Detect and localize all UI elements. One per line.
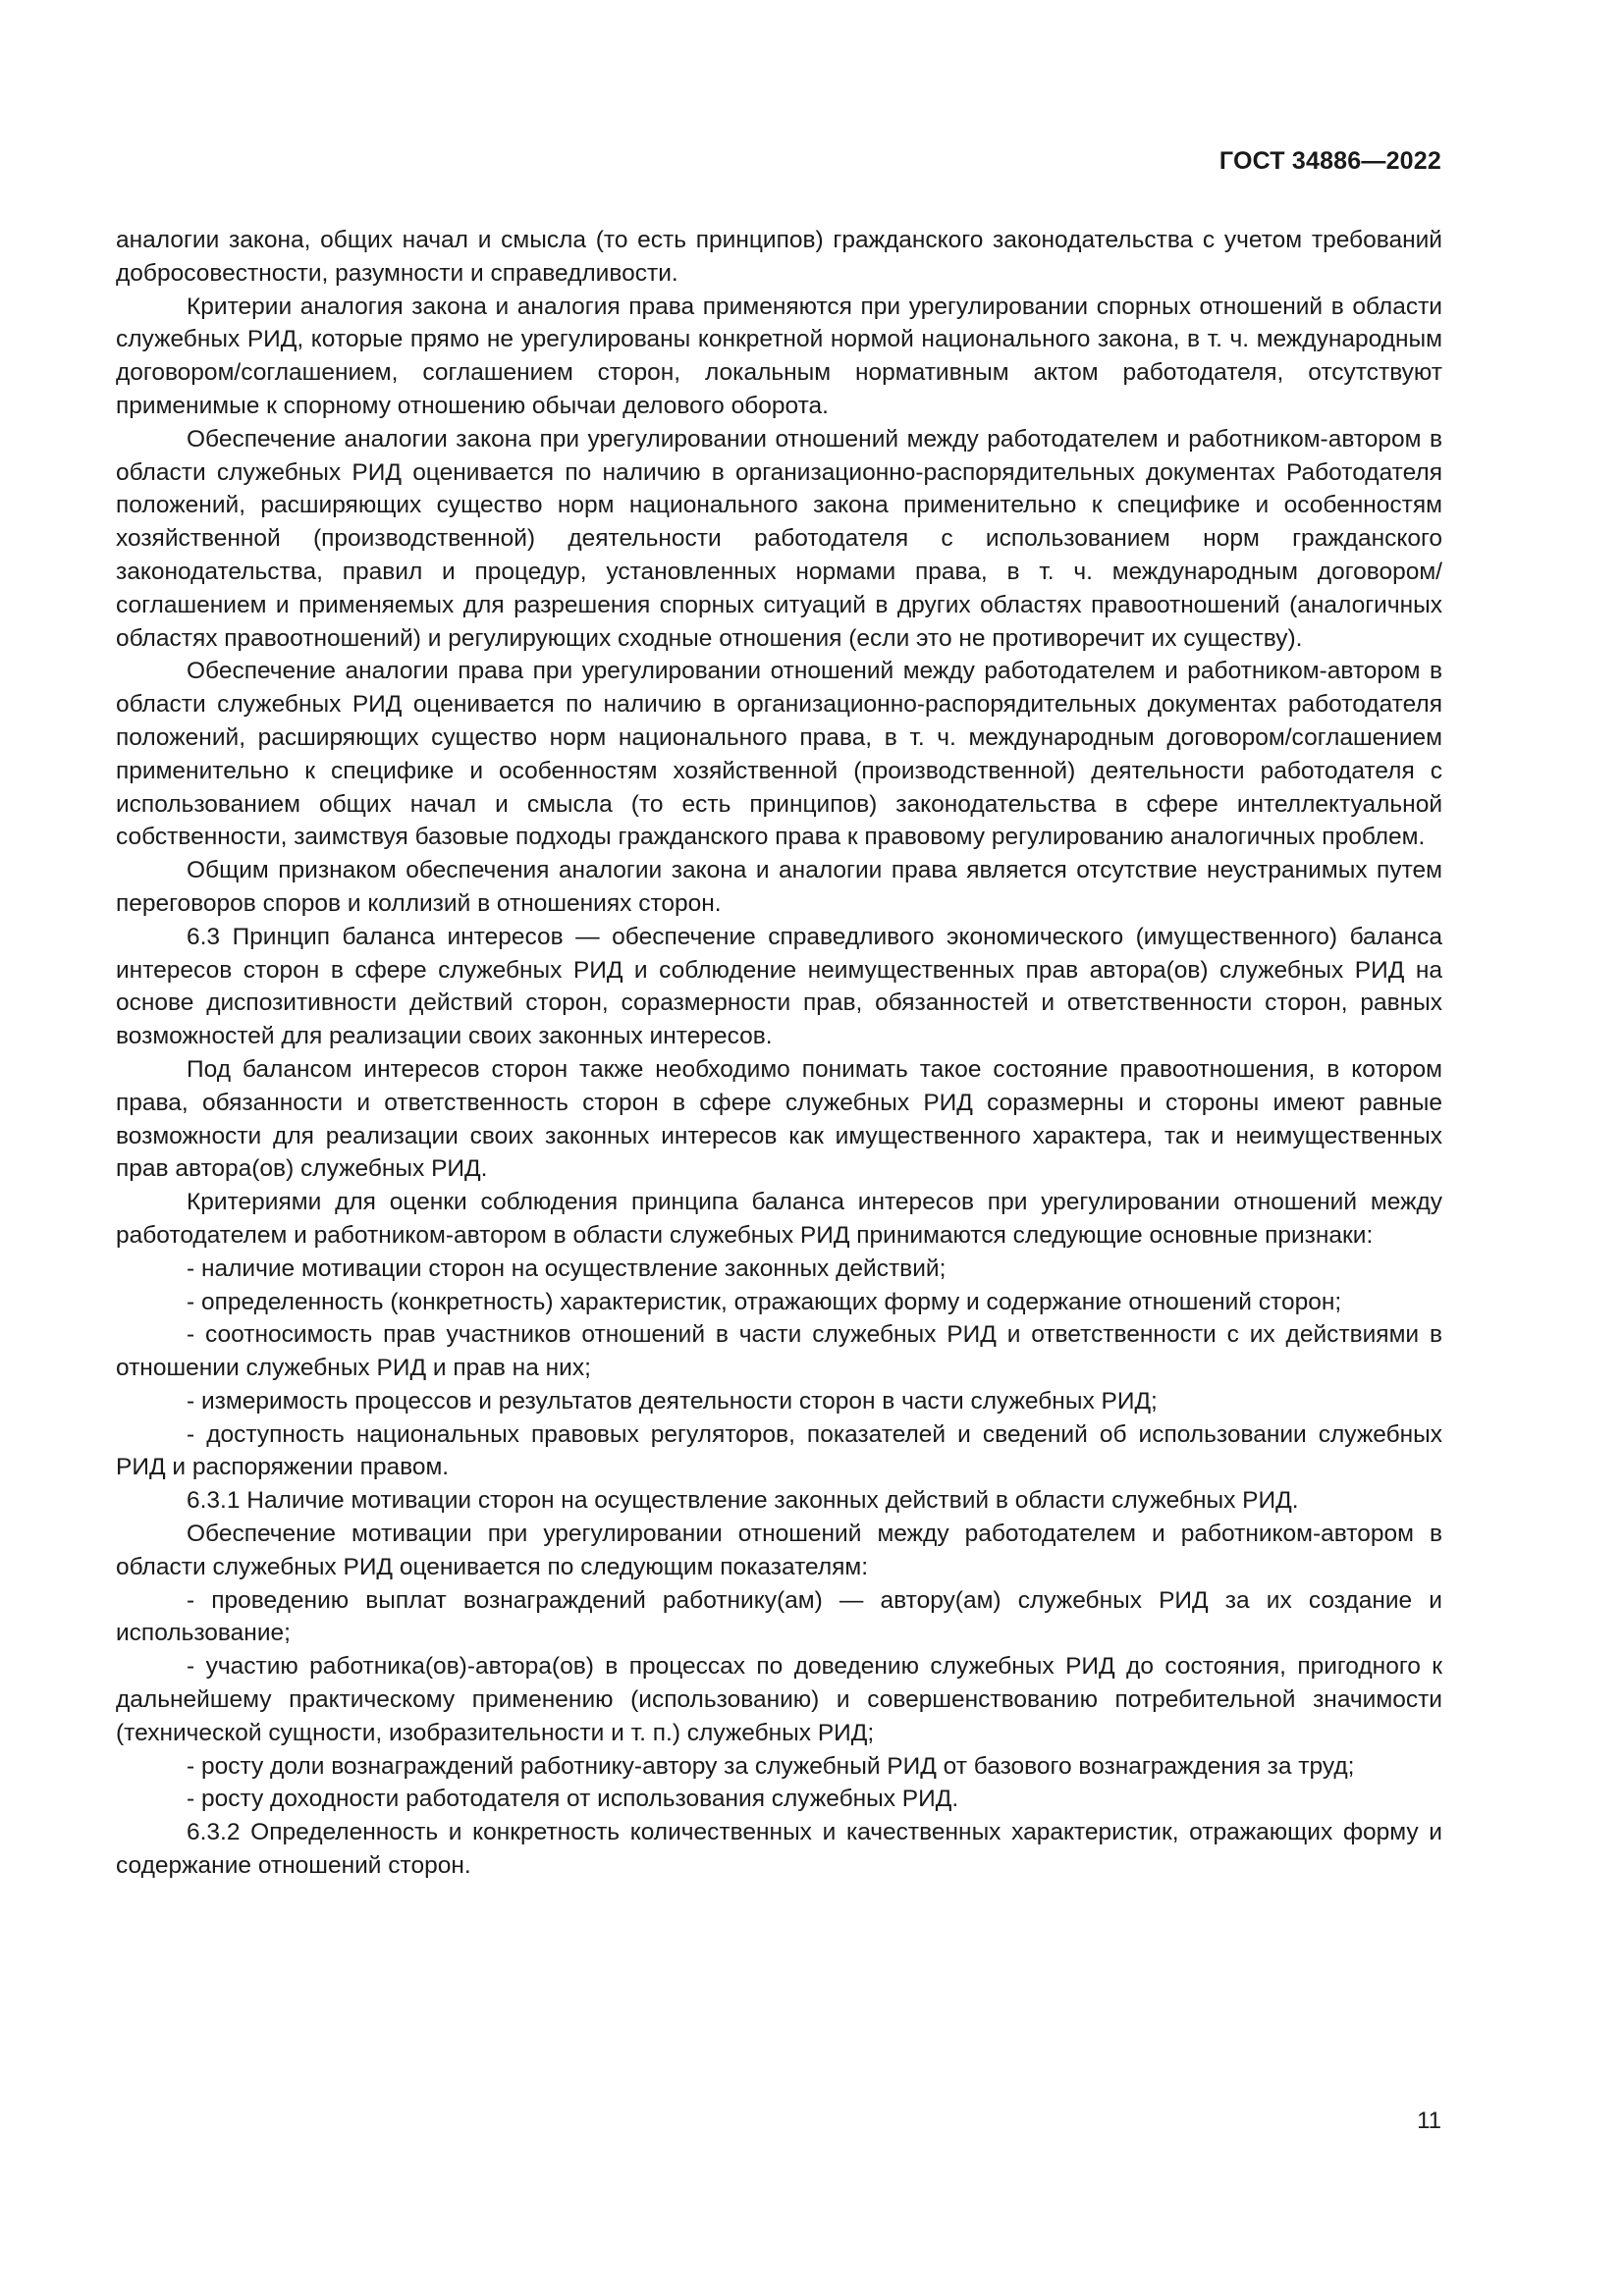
- list-item: - росту доходности работодателя от использования служебных РИД.: [187, 1786, 959, 1813]
- section-paragraph-6-3: 6.3 Принцип баланса интересов — обеспечение справедливого экономического (имущественного) баланса интересов сторон в сфере служебных РИД и соблюдение неимущественных прав автора(ов) служебных РИД на основе диспозитивности действий сторон, соразмерности прав, обязанностей и ответственности сторон, равных возможностей для реализации своих законных интересов.: [116, 923, 1442, 1050]
- paragraph: аналогии закона, общих начал и смысла (то есть принципов) гражданского законодательства с учетом требований добросовестности, разумности и справедливости.: [116, 227, 1442, 287]
- standard-id-header: ГОСТ 34886—2022: [1218, 147, 1441, 175]
- list-item: - измеримость процессов и результатов деятельности сторон в части служебных РИД;: [187, 1387, 1158, 1415]
- paragraph: Общим признаком обеспечения аналогии закона и аналогии права является отсутствие неустранимых путем переговоров споров и коллизий в отношениях сторон.: [116, 857, 1442, 917]
- list-item: - наличие мотивации сторон на осуществление законных действий;: [187, 1255, 947, 1282]
- list-item: - проведению выплат вознаграждений работнику(ам) — автору(ам) служебных РИД за их создание и использование;: [116, 1586, 1442, 1647]
- page-number: 11: [1417, 2108, 1441, 2134]
- paragraph: Обеспечение аналогии права при урегулировании отношений между работодателем и работником-автором в области служебных РИД оценивается по наличию в организационно-распорядительных документах работодателя положений, расширяющих существо норм национального права, в т. ч. международным договором/соглашением применительно к специфике и особенностям хозяйственной (производственной) деятельности работодателя с использованием общих начал и смысла (то есть принципов) законодательства в сфере интеллектуальной собственности, заимствуя базовые подходы гражданского права к правовому регулированию аналогичных проблем.: [116, 658, 1442, 851]
- list-item: - соотносимость прав участников отношений в части служебных РИД и ответственности с их действиями в отношении служебных РИД и прав на них;: [116, 1321, 1442, 1382]
- paragraph: Критерии аналогия закона и аналогия права применяются при урегулировании спорных отношений в области служебных РИД, которые прямо не урегулированы конкретной нормой национального закона, в т. ч. международным договором/соглашением, соглашением сторон, локальным нормативным актом работодателя, отсутствуют применимые к спорному отношению обычаи делового оборота.: [116, 293, 1442, 419]
- paragraph: Критериями для оценки соблюдения принципа баланса интересов при урегулировании отношений между работодателем и работником-автором в области служебных РИД принимаются следующие основные признаки:: [116, 1189, 1442, 1249]
- paragraph: Обеспечение аналогии закона при урегулировании отношений между работодателем и работником-автором в области служебных РИД оценивается по наличию в организационно-распорядительных документах Работодателя положений, расширяющих существо норм национального закона применительно к специфике и особенностям хозяйственной (производственной) деятельности работодателя с использованием норм гражданского законодательства, правил и процедур, установленных нормами права, в т. ч. международным договором/соглашением и применяемых для разрешения спорных ситуаций в других областях правоотношений (аналогичных областях правоотношений) и регулирующих сходные отношения (если это не противоречит их существу).: [116, 425, 1442, 652]
- section-paragraph-6-3-2: 6.3.2 Определенность и конкретность количественных и качественных характеристик, отражающих форму и содержание отношений сторон.: [116, 1819, 1442, 1880]
- section-paragraph-6-3-1: 6.3.1 Наличие мотивации сторон на осуществление законных действий в области служебных РИД.: [187, 1487, 1299, 1515]
- list-item: - росту доли вознаграждений работнику-автору за служебный РИД от базового вознаграждения за труд;: [187, 1752, 1355, 1780]
- paragraph: Обеспечение мотивации при урегулировании отношений между работодателем и работником-автором в области служебных РИД оценивается по следующим показателям:: [116, 1521, 1442, 1580]
- paragraph: Под балансом интересов сторон также необходимо понимать такое состояние правоотношения, в котором права, обязанности и ответственность сторон в сфере служебных РИД соразмерны и стороны имеют равные возможности для реализации своих законных интересов как имущественного характера, так и неимущественных прав автора(ов) служебных РИД.: [116, 1055, 1442, 1183]
- list-item: - определенность (конкретность) характеристик, отражающих форму и содержание отношений сторон;: [187, 1288, 1342, 1315]
- document-body: [116, 224, 1442, 1883]
- list-item: - участию работника(ов)-автора(ов) в процессах по доведению служебных РИД до состояния, пригодного к дальнейшему практическому применению (использованию) и совершенствованию потребительной значимости (технической сущности, изобразительности и т. п.) служебных РИД;: [116, 1653, 1442, 1746]
- list-item: - доступность национальных правовых регуляторов, показателей и сведений об использовании служебных РИД и распоряжении правом.: [116, 1420, 1442, 1481]
